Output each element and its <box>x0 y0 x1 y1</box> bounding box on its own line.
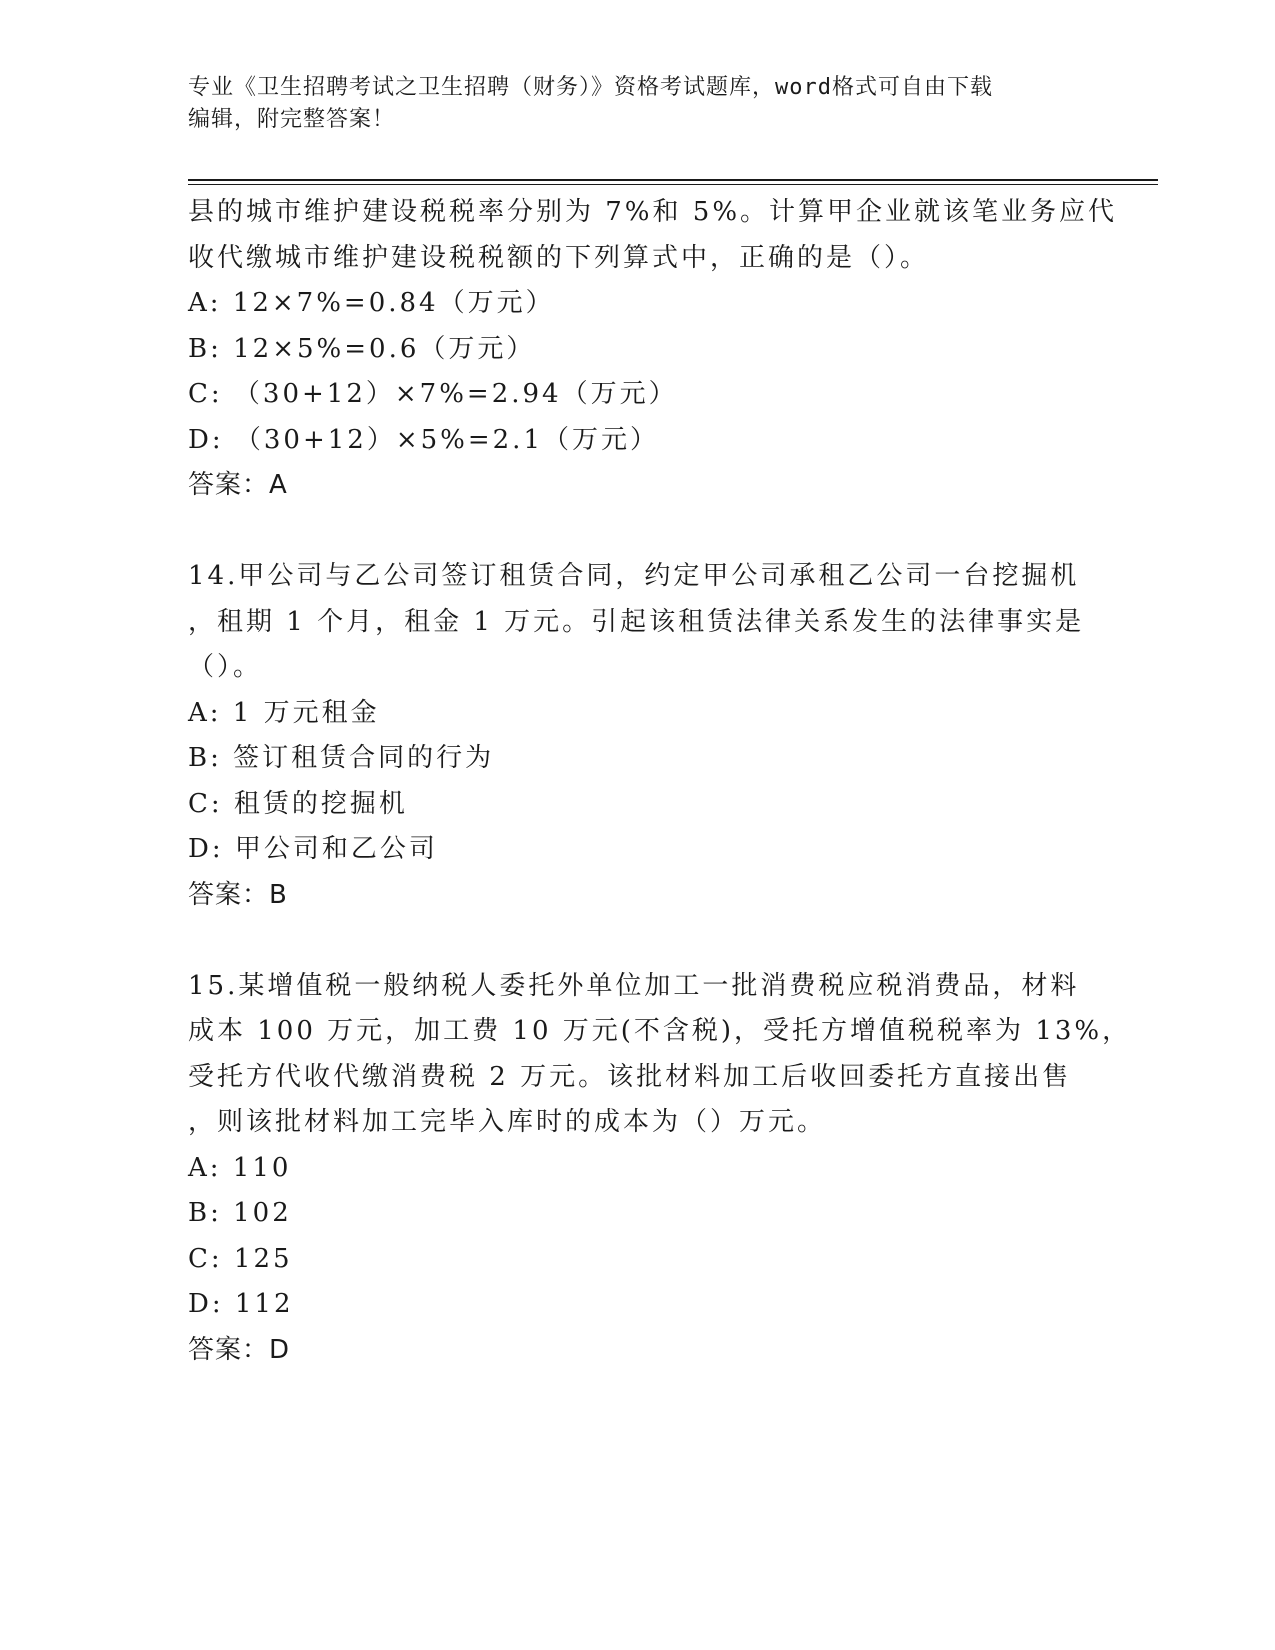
document-header <box>188 72 1088 136</box>
option-b: B: 102 <box>188 1198 292 1228</box>
option-a: A: 110 <box>188 1152 292 1183</box>
answer-line: 答案：A <box>188 470 288 500</box>
option-c: C: 租赁的挖掘机 <box>188 788 408 819</box>
header-divider <box>188 179 1158 185</box>
option-d: D: 112 <box>188 1289 294 1319</box>
question-stem-line: ，租期 1 个月，租金 1 万元。引起该租赁法律关系发生的法律事实是 <box>188 606 1085 637</box>
option-c: C: （30+12）×7%=2.94（万元） <box>188 379 678 409</box>
option-d: D: （30+12）×5%=2.1（万元） <box>188 424 659 455</box>
question-stem-line: 15.某增值税一般纳税人委托外单位加工一批消费税应税消费品，材料 <box>188 970 1080 1001</box>
header-line-1: 专业《卫生招聘考试之卫生招聘（财务）》资格考试题库，word格式可自由下载 <box>188 75 993 100</box>
question-spacer <box>188 509 1088 555</box>
question-13 <box>188 190 1118 509</box>
option-b: B: 签订租赁合同的行为 <box>188 743 495 773</box>
question-15 <box>188 964 1132 1374</box>
option-b: B: 12×5%=0.6（万元） <box>188 333 536 364</box>
option-d: D: 甲公司和乙公司 <box>188 834 438 864</box>
question-spacer <box>188 918 1088 964</box>
question-stem-line: 县的城市维护建设税税率分别为 7%和 5%。计算甲企业就该笔业务应代 <box>188 197 1118 227</box>
question-stem-line: 成本 100 万元，加工费 10 万元(不含税)，受托方增值税税率为 13%， <box>188 1016 1132 1046</box>
question-stem-line: 14.甲公司与乙公司签订租赁合同，约定甲公司承租乙公司一台挖掘机 <box>188 561 1080 591</box>
question-stem-line: 受托方代收代缴消费税 2 万元。该批材料加工后收回委托方直接出售 <box>188 1061 1072 1092</box>
option-c: C: 125 <box>188 1243 293 1274</box>
question-stem-line: （）。 <box>188 652 263 682</box>
answer-line: 答案：D <box>188 1334 291 1365</box>
answer-line: 答案：B <box>188 879 288 910</box>
question-14 <box>188 554 1088 918</box>
question-stem-line: 收代缴城市维护建设税税额的下列算式中，正确的是（）。 <box>188 242 930 273</box>
option-a: A: 1 万元租金 <box>188 697 380 728</box>
option-a: A: 12×7%=0.84（万元） <box>188 288 555 318</box>
question-stem-line: ，则该批材料加工完毕入库时的成本为（）万元。 <box>188 1107 827 1137</box>
question-list <box>188 190 1132 1373</box>
header-line-2: 编辑，附完整答案！ <box>188 107 396 132</box>
